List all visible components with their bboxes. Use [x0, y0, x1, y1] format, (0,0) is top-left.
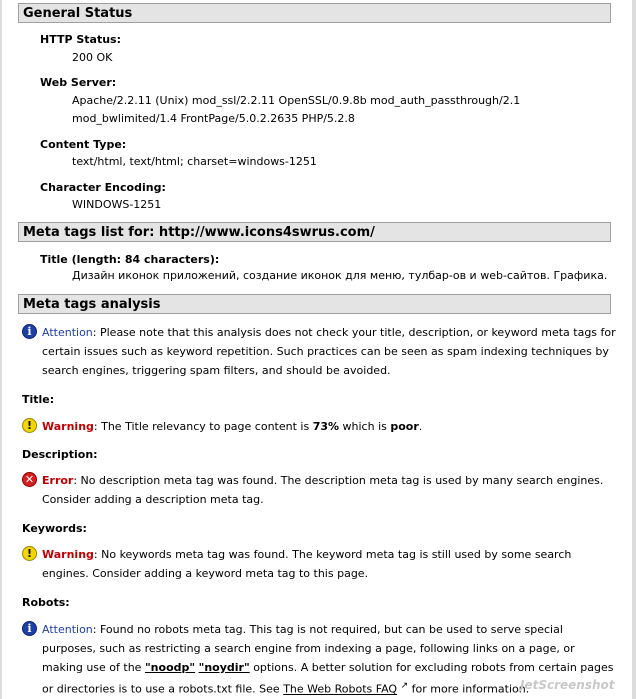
- http-status-label: HTTP Status:: [40, 33, 121, 46]
- content-type-value: text/html, text/html; charset=windows-1251: [72, 155, 317, 168]
- attention-text: : Found no robots meta tag. This tag is not required, but can be used to serve special purposes, such as restricting a search engine from indexing a page, following links on a page, or making use of the: [42, 623, 575, 674]
- error-text: : No description meta tag was found. The description meta tag is used by many search engines. Consider adding a description meta tag.: [42, 474, 604, 506]
- watermark-logo: JetScreenshot: [520, 678, 615, 692]
- attention-text: : Please note that this analysis does not check your title, description, or keyword meta tags for certain issues such as keyword repetition. Such practices can be seen as spam indexing techniques by search engines, triggering spam filters, and should be avoided.: [42, 326, 616, 377]
- left-frame: [0, 0, 2, 699]
- robots-heading: Robots:: [22, 596, 70, 609]
- http-status-value: 200 OK: [72, 51, 113, 64]
- warning-icon: !: [22, 546, 37, 561]
- keywords-heading: Keywords:: [22, 522, 87, 535]
- info-icon: i: [22, 621, 37, 636]
- title-length-label: Title (length: 84 characters):: [40, 253, 220, 266]
- meta-tags-analysis-header: Meta tags analysis: [18, 294, 611, 314]
- web-robots-faq-link[interactable]: The Web Robots FAQ: [283, 682, 398, 696]
- warning-keyword: Warning: [42, 420, 94, 433]
- character-encoding-label: Character Encoding:: [40, 181, 166, 194]
- general-status-header: General Status: [18, 3, 611, 23]
- error-keyword: Error: [42, 474, 74, 487]
- warning-keyword: Warning: [42, 548, 94, 561]
- noodp-link[interactable]: "noodp": [144, 661, 196, 674]
- noydir-link[interactable]: "noydir": [198, 661, 250, 674]
- title-warning-message: [42, 417, 617, 436]
- attention-analysis-note: [42, 323, 617, 380]
- web-server-label: Web Server:: [40, 76, 117, 89]
- attention-text-2: options. A better solution for excluding robots from certain pages or directories is to use a robots.txt file. See: [42, 661, 614, 696]
- keywords-warning-message: [42, 545, 617, 583]
- relevancy-percent: 73%: [312, 420, 340, 433]
- title-value: Дизайн иконок приложений, создание иконок для меню, тулбар-ов и web-сайтов. Графика.: [72, 269, 608, 282]
- web-server-value-line2: mod_bwlimited/1.4 FrontPage/5.0.2.2635 PHP/5.2.8: [72, 112, 355, 125]
- error-icon: ✕: [22, 472, 37, 487]
- meta-tags-list-header: Meta tags list for: http://www.icons4swrus.com/: [18, 222, 611, 242]
- external-link-icon: ↗: [400, 681, 409, 691]
- description-error-message: [42, 471, 617, 509]
- attention-keyword: Attention: [42, 623, 93, 636]
- right-frame: [632, 0, 636, 699]
- warning-text-end: .: [418, 420, 423, 433]
- warning-text: : No keywords meta tag was found. The keyword meta tag is still used by some search engines. Consider adding a keyword meta tag to this page.: [42, 548, 572, 580]
- warning-text-mid: which is: [339, 420, 391, 433]
- character-encoding-value: WINDOWS-1251: [72, 198, 162, 211]
- attention-keyword: Attention: [42, 326, 93, 339]
- content-type-label: Content Type:: [40, 138, 127, 151]
- relevancy-rating: poor: [390, 420, 419, 433]
- attention-text-3: for more information.: [408, 682, 530, 696]
- description-heading: Description:: [22, 448, 98, 461]
- title-heading: Title:: [22, 393, 55, 406]
- info-icon: i: [22, 324, 37, 339]
- web-server-value-line1: Apache/2.2.11 (Unix) mod_ssl/2.2.11 OpenSSL/0.9.8b mod_auth_passthrough/2.1: [72, 94, 521, 107]
- warning-text: : The Title relevancy to page content is: [93, 420, 313, 433]
- warning-icon: !: [22, 418, 37, 433]
